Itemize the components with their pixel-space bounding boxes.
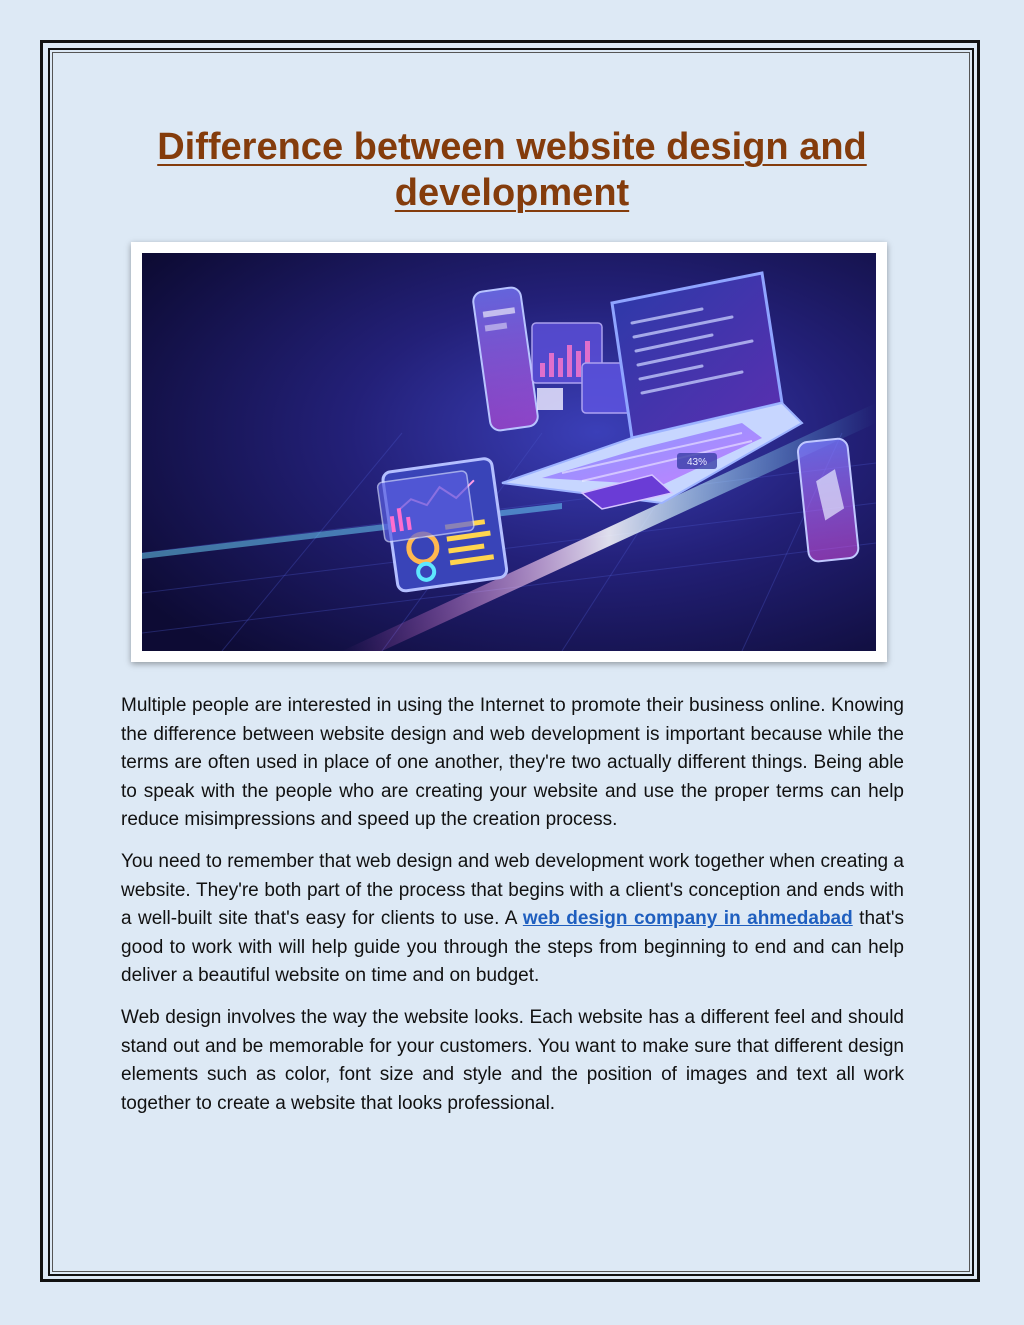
document-title: Difference between website design and development <box>157 126 867 214</box>
laptop-badge: 43% <box>686 457 708 468</box>
hero-image <box>131 242 887 662</box>
paragraph-2-after: that's good to work with will help guide you through the steps from beginning to end and can help deliver a beautiful website on time and on budget. <box>121 908 904 987</box>
web-development-illustration <box>142 253 876 651</box>
paragraph-3: Web design involves the way the website looks. Each website has a different feel and should stand out and be memorable for your customers. You want to make sure that different design elements such as color, font size and style and the position of images and text all work together to create a website that looks professional. <box>121 1006 904 1114</box>
web-design-company-link[interactable]: web design company in ahmedabad <box>522 908 853 930</box>
paragraph-2-before: You need to remember that web design and web development work together when creating a website. They're both part of the process that begins with a client's conception and ends with a well-built site that's easy for clients to use. A <box>121 850 904 930</box>
article-body <box>121 692 904 1131</box>
paragraph-1: Multiple people are interested in using the Internet to promote their business online. Knowing the difference between website design and web development is important because while the terms are often used in place of one another, they're two actually different things. Being able to speak with the people who are creating your website and use the proper terms can help reduce misimpressions and speed up the creation process. <box>121 695 904 831</box>
paragraph-2 <box>121 848 904 991</box>
